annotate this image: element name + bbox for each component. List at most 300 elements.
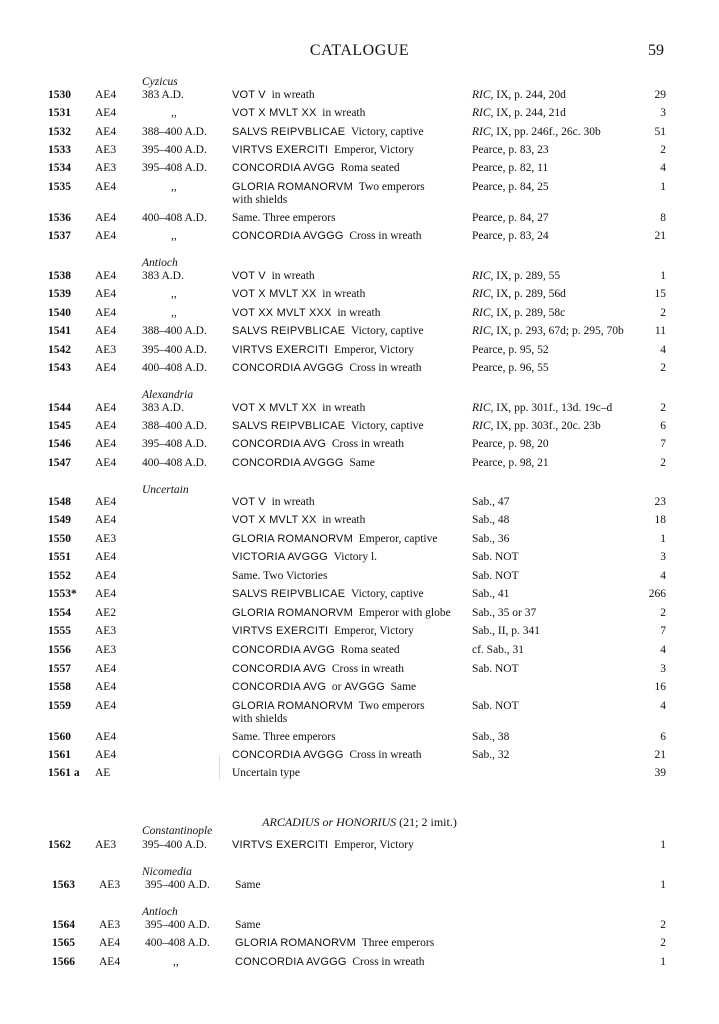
type-detail: Roma seated [340, 644, 400, 656]
reference-source: RIC, [472, 420, 494, 432]
reference [472, 496, 509, 509]
catalogue-number: 1556 [48, 644, 71, 656]
reference-detail: Sab. NOT [472, 570, 519, 582]
denomination: AE4 [95, 181, 117, 193]
denomination: AE3 [95, 839, 117, 851]
reference-detail: Pearce, p. 98, 20 [472, 438, 549, 450]
type-description [232, 420, 424, 433]
type-detail: Emperor, Victory [334, 625, 414, 637]
type-description [232, 162, 400, 175]
type-detail: Victory, captive [351, 420, 424, 432]
reference [472, 533, 509, 546]
legend-text: VOT X MVLT XX [232, 402, 317, 414]
type-description [232, 307, 380, 320]
specimen-count: 15 [654, 288, 666, 300]
type-detail: Same. Three emperors [232, 212, 336, 224]
specimen-count: 3 [660, 107, 666, 119]
specimen-count: 8 [660, 212, 666, 224]
reference-detail: Sab., 35 or 37 [472, 607, 537, 619]
reference-source: RIC, [472, 126, 494, 138]
specimen-count: 21 [654, 749, 666, 761]
type-detail: Emperor, captive [358, 533, 438, 545]
date-range: 388–400 A.D. [142, 420, 207, 432]
type-description [232, 570, 328, 583]
date-range: ,, [171, 288, 177, 300]
catalogue-number: 1558 [48, 681, 71, 693]
denomination: AE4 [95, 89, 117, 101]
legend-text: CONCORDIA AVG [232, 663, 327, 675]
type-detail: in wreath [322, 107, 366, 119]
type-description [232, 839, 414, 852]
type-description [232, 588, 424, 601]
legend-text: GLORIA ROMANORVM [232, 700, 353, 712]
reference [472, 325, 624, 338]
page-number: 59 [648, 42, 664, 59]
specimen-count: 3 [660, 663, 666, 675]
legend-text: VOT V [232, 496, 266, 508]
denomination: AE4 [95, 288, 117, 300]
catalogue-number: 1554 [48, 607, 71, 619]
catalogue-number: 1533 [48, 144, 71, 156]
specimen-count: 1 [660, 533, 666, 545]
denomination: AE3 [99, 879, 121, 891]
catalogue-number: 1543 [48, 362, 71, 374]
date-range: 395–400 A.D. [142, 839, 207, 851]
specimen-count: 4 [660, 644, 666, 656]
reference [472, 625, 540, 638]
catalogue-number: 1535 [48, 181, 71, 193]
specimen-count: 1 [660, 879, 666, 891]
reference-source: RIC, [472, 307, 494, 319]
date-range: 400–408 A.D. [142, 362, 207, 374]
legend-text: CONCORDIA AVGG [232, 644, 335, 656]
reference [472, 420, 601, 433]
legend-text: CONCORDIA AVGGG [232, 230, 344, 242]
denomination: AE4 [95, 325, 117, 337]
denomination: AE4 [95, 307, 117, 319]
catalogue-number: 1555 [48, 625, 71, 637]
catalogue-number: 1557 [48, 663, 71, 675]
reference [472, 570, 519, 583]
type-description [232, 681, 416, 694]
reference-detail: Pearce, p. 83, 24 [472, 230, 549, 242]
type-detail: Victory l. [333, 551, 378, 563]
denomination: AE3 [95, 344, 117, 356]
legend-text: CONCORDIA AVG [232, 438, 327, 450]
specimen-count: 2 [660, 307, 666, 319]
type-description [235, 937, 434, 950]
type-description [232, 767, 300, 780]
denomination: AE4 [95, 230, 117, 242]
reference [472, 551, 519, 564]
type-detail: in wreath [322, 288, 366, 300]
specimen-count: 29 [654, 89, 666, 101]
specimen-count: 2 [660, 144, 666, 156]
reference-detail: IX, p. 289, 56d [493, 288, 566, 300]
denomination: AE4 [95, 570, 117, 582]
legend-text: CONCORDIA AVGGG [232, 457, 344, 469]
denomination: AE4 [95, 107, 117, 119]
denomination: AE4 [95, 588, 117, 600]
reference [472, 307, 565, 320]
catalogue-number: 1562 [48, 839, 71, 851]
type-detail: Emperor with globe [358, 607, 451, 619]
type-detail: in wreath [271, 496, 315, 508]
type-detail: Victory, captive [351, 325, 424, 337]
date-range: 395–400 A.D. [145, 919, 210, 931]
denomination: AE4 [95, 496, 117, 508]
type-description [232, 181, 425, 207]
reference [472, 514, 509, 527]
date-range: 395–408 A.D. [142, 162, 207, 174]
date-range: 400–408 A.D. [142, 212, 207, 224]
type-detail: in wreath [271, 270, 315, 282]
catalogue-number: 1550 [48, 533, 71, 545]
reference-source: RIC, [472, 270, 494, 282]
specimen-count: 51 [654, 126, 666, 138]
reference [472, 288, 566, 301]
type-detail-continued: with shields [232, 194, 288, 206]
type-detail: Cross in wreath [352, 956, 425, 968]
date-range: 388–400 A.D. [142, 325, 207, 337]
reference-detail: Sab., 48 [472, 514, 510, 526]
specimen-count: 1 [660, 839, 666, 851]
legend-text: VOT X MVLT XX [232, 288, 317, 300]
date-range: ,, [171, 181, 177, 193]
denomination: AE4 [95, 681, 117, 693]
legend-text: VOT X MVLT XX [232, 514, 317, 526]
specimen-count: 2 [660, 919, 666, 931]
catalogue-number: 1545 [48, 420, 71, 432]
date-range: 395–400 A.D. [142, 144, 207, 156]
type-detail: Emperor, Victory [334, 344, 414, 356]
catalogue-number: 1537 [48, 230, 71, 242]
type-description [235, 879, 261, 892]
reference-detail: Pearce, p. 83, 23 [472, 144, 549, 156]
type-description [232, 749, 422, 762]
legend-text: SALVS REIPVBLICAE [232, 126, 346, 138]
type-detail: Same [349, 457, 375, 469]
legend-text: VOT V [232, 89, 266, 101]
legend-text: GLORIA ROMANORVM [232, 607, 353, 619]
date-range: ,, [171, 230, 177, 242]
type-detail: Cross in wreath [349, 749, 422, 761]
type-description [232, 230, 422, 243]
type-description [232, 663, 404, 676]
mint-heading-constantinople: Constantinople [142, 825, 213, 837]
reference [472, 89, 566, 102]
reference [472, 588, 509, 601]
legend-text: VOT X MVLT XX [232, 107, 317, 119]
type-detail: in wreath [322, 514, 366, 526]
denomination: AE3 [99, 919, 121, 931]
date-range: ,, [173, 956, 179, 968]
reference-detail: Pearce, p. 84, 27 [472, 212, 549, 224]
denomination: AE4 [95, 270, 117, 282]
section-heading [0, 815, 719, 830]
legend-text: CONCORDIA AVGGG [235, 956, 347, 968]
catalogue-number: 1559 [48, 700, 71, 712]
catalogue-number: 1552 [48, 570, 71, 582]
section-count: (21; 2 imit.) [399, 815, 457, 829]
type-description [235, 956, 425, 969]
type-detail: Uncertain type [232, 767, 301, 779]
type-detail: Victory, captive [351, 126, 424, 138]
catalogue-number: 1560 [48, 731, 71, 743]
specimen-count: 16 [654, 681, 666, 693]
catalogue-number: 1564 [52, 919, 75, 931]
reference-detail: Pearce, p. 98, 21 [472, 457, 549, 469]
reference [472, 212, 549, 225]
catalogue-number: 1539 [48, 288, 71, 300]
reference-detail: IX, p. 293, 67d; p. 295, 70b [493, 325, 624, 337]
reference-detail: IX, p. 289, 58c [493, 307, 566, 319]
type-detail: Two emperors [358, 700, 425, 712]
denomination: AE4 [95, 551, 117, 563]
legend-text: GLORIA ROMANORVM [232, 181, 353, 193]
reference-detail: Pearce, p. 82, 11 [472, 162, 549, 174]
mint-heading-nicomedia: Nicomedia [142, 866, 192, 878]
legend-text: GLORIA ROMANORVM [235, 937, 356, 949]
reference-detail: Pearce, p. 95, 52 [472, 344, 549, 356]
type-description [232, 126, 424, 139]
reference [472, 362, 549, 375]
reference [472, 126, 601, 139]
reference [472, 144, 549, 157]
legend-text: CONCORDIA AVG [232, 681, 327, 693]
type-detail-continued: with shields [232, 713, 288, 725]
type-detail: or [331, 681, 342, 693]
type-detail: Three emperors [361, 937, 435, 949]
type-detail: Victory, captive [351, 588, 424, 600]
denomination: AE3 [95, 625, 117, 637]
type-detail: Cross in wreath [331, 438, 405, 450]
specimen-count: 266 [648, 588, 666, 600]
reference-detail: IX, p. 289, 55 [493, 270, 561, 282]
denomination: AE4 [95, 438, 117, 450]
column-divider [219, 755, 220, 780]
specimen-count: 1 [660, 270, 666, 282]
type-description [232, 89, 315, 102]
reference-detail: Sab. NOT [472, 700, 519, 712]
specimen-count: 7 [660, 438, 666, 450]
specimen-count: 2 [660, 607, 666, 619]
type-description [232, 362, 422, 375]
date-range: 400–408 A.D. [145, 937, 210, 949]
reference-detail: IX, pp. 301f., 13d. 19c–d [493, 402, 613, 414]
reference [472, 344, 549, 357]
specimen-count: 21 [654, 230, 666, 242]
catalogue-number: 1553* [48, 588, 77, 600]
catalogue-number: 1565 [52, 937, 75, 949]
reference-detail: IX, p. 244, 20d [493, 89, 566, 101]
mint-heading-alexandria: Alexandria [142, 389, 194, 401]
denomination: AE3 [95, 644, 117, 656]
type-detail: Same [235, 919, 261, 931]
reference-detail: IX, p. 244, 21d [493, 107, 566, 119]
specimen-count: 23 [654, 496, 666, 508]
type-description [232, 144, 414, 157]
reference [472, 107, 566, 120]
specimen-count: 4 [660, 162, 666, 174]
type-description [232, 270, 315, 283]
type-description [232, 325, 424, 338]
reference-detail: Pearce, p. 84, 25 [472, 181, 549, 193]
legend-text: SALVS REIPVBLICAE [232, 325, 346, 337]
type-detail: Roma seated [340, 162, 400, 174]
catalogue-number: 1547 [48, 457, 71, 469]
specimen-count: 2 [660, 402, 666, 414]
type-description [232, 438, 404, 451]
denomination: AE4 [95, 731, 117, 743]
reference [472, 731, 509, 744]
legend-text: SALVS REIPVBLICAE [232, 420, 346, 432]
reference-source: RIC, [472, 89, 494, 101]
mint-heading-antioch-2: Antioch [142, 906, 178, 918]
date-range: 388–400 A.D. [142, 126, 207, 138]
catalogue-number: 1532 [48, 126, 71, 138]
denomination: AE4 [95, 749, 117, 761]
reference-detail: Sab., 38 [472, 731, 510, 743]
denomination: AE4 [95, 663, 117, 675]
specimen-count: 2 [660, 457, 666, 469]
reference-detail: Sab., 41 [472, 588, 510, 600]
type-detail: Cross in wreath [349, 230, 422, 242]
reference [472, 700, 519, 713]
type-description [232, 514, 365, 527]
legend-text: VIRTVS EXERCITI [232, 144, 329, 156]
catalogue-number: 1530 [48, 89, 71, 101]
type-detail: Same [390, 681, 417, 693]
reference [472, 402, 612, 415]
type-detail: Cross in wreath [331, 663, 405, 675]
type-description [232, 457, 375, 470]
legend-text: CONCORDIA AVGGG [232, 749, 344, 761]
type-description [232, 551, 377, 564]
catalogue-number: 1541 [48, 325, 71, 337]
type-description [232, 607, 451, 620]
reference-detail: Sab. NOT [472, 663, 519, 675]
legend-text: AVGGG [344, 681, 385, 693]
reference-detail: Sab., II, p. 341 [472, 625, 541, 637]
reference [472, 644, 524, 657]
type-description [235, 919, 261, 932]
reference-detail: Sab., 47 [472, 496, 510, 508]
denomination: AE3 [95, 144, 117, 156]
catalogue-number: 1534 [48, 162, 71, 174]
denomination: AE [95, 767, 111, 779]
catalogue-number: 1561 [48, 749, 71, 761]
denomination: AE2 [95, 607, 117, 619]
mint-heading-antioch: Antioch [142, 257, 178, 269]
type-detail: in wreath [322, 402, 366, 414]
reference-detail: Sab., 36 [472, 533, 510, 545]
denomination: AE4 [95, 514, 117, 526]
reference [472, 749, 509, 762]
legend-text: VIRTVS EXERCITI [232, 839, 329, 851]
reference-detail: IX, pp. 303f., 20c. 23b [493, 420, 601, 432]
legend-text: VOT V [232, 270, 266, 282]
type-detail: in wreath [337, 307, 381, 319]
reference-detail: IX, pp. 246f., 26c. 30b [493, 126, 601, 138]
catalogue-number: 1551 [48, 551, 71, 563]
reference-detail: Sab., 32 [472, 749, 510, 761]
legend-text: VIRTVS EXERCITI [232, 625, 329, 637]
denomination: AE4 [95, 402, 117, 414]
catalogue-number: 1561 a [48, 767, 80, 779]
date-range: 383 A.D. [142, 270, 184, 282]
catalogue-number: 1542 [48, 344, 71, 356]
legend-text: CONCORDIA AVGGG [232, 362, 344, 374]
legend-text: VIRTVS EXERCITI [232, 344, 329, 356]
legend-text: VOT XX MVLT XXX [232, 307, 332, 319]
denomination: AE4 [95, 126, 117, 138]
type-description [232, 625, 414, 638]
specimen-count: 4 [660, 570, 666, 582]
reference [472, 181, 549, 194]
date-range: 400–408 A.D. [142, 457, 207, 469]
catalogue-number: 1531 [48, 107, 71, 119]
catalogue-number: 1548 [48, 496, 71, 508]
specimen-count: 4 [660, 700, 666, 712]
type-detail: Emperor, Victory [334, 144, 414, 156]
specimen-count: 4 [660, 344, 666, 356]
denomination: AE3 [95, 162, 117, 174]
denomination: AE3 [95, 533, 117, 545]
specimen-count: 18 [654, 514, 666, 526]
type-description [232, 533, 437, 546]
type-detail: Cross in wreath [349, 362, 422, 374]
type-description [232, 700, 425, 726]
reference-detail: cf. Sab., 31 [472, 644, 525, 656]
type-description [232, 402, 365, 415]
type-detail: Same [235, 879, 261, 891]
specimen-count: 2 [660, 362, 666, 374]
type-detail: Same. Two Victories [232, 570, 328, 582]
type-description [232, 344, 414, 357]
reference-source: RIC, [472, 107, 494, 119]
legend-text: CONCORDIA AVGG [232, 162, 335, 174]
reference [472, 663, 519, 676]
specimen-count: 1 [660, 956, 666, 968]
type-detail: Same. Three emperors [232, 731, 336, 743]
page-title: CATALOGUE [309, 42, 410, 59]
type-description [232, 644, 400, 657]
catalogue-number: 1538 [48, 270, 71, 282]
catalogue-number: 1549 [48, 514, 71, 526]
denomination: AE4 [95, 457, 117, 469]
date-range: ,, [171, 307, 177, 319]
specimen-count: 6 [660, 731, 666, 743]
denomination: AE4 [99, 937, 121, 949]
date-range: 395–400 A.D. [142, 344, 207, 356]
date-range: 395–408 A.D. [142, 438, 207, 450]
reference [472, 230, 549, 243]
type-description [232, 212, 336, 225]
reference [472, 162, 548, 175]
reference [472, 270, 560, 283]
reference [472, 457, 549, 470]
catalogue-number: 1566 [52, 956, 75, 968]
date-range: ,, [171, 107, 177, 119]
date-range: 383 A.D. [142, 402, 184, 414]
catalogue-number: 1544 [48, 402, 71, 414]
specimen-count: 7 [660, 625, 666, 637]
specimen-count: 1 [660, 181, 666, 193]
catalogue-number: 1540 [48, 307, 71, 319]
mint-heading-cyzicus: Cyzicus [142, 76, 178, 88]
reference-source: RIC, [472, 325, 494, 337]
